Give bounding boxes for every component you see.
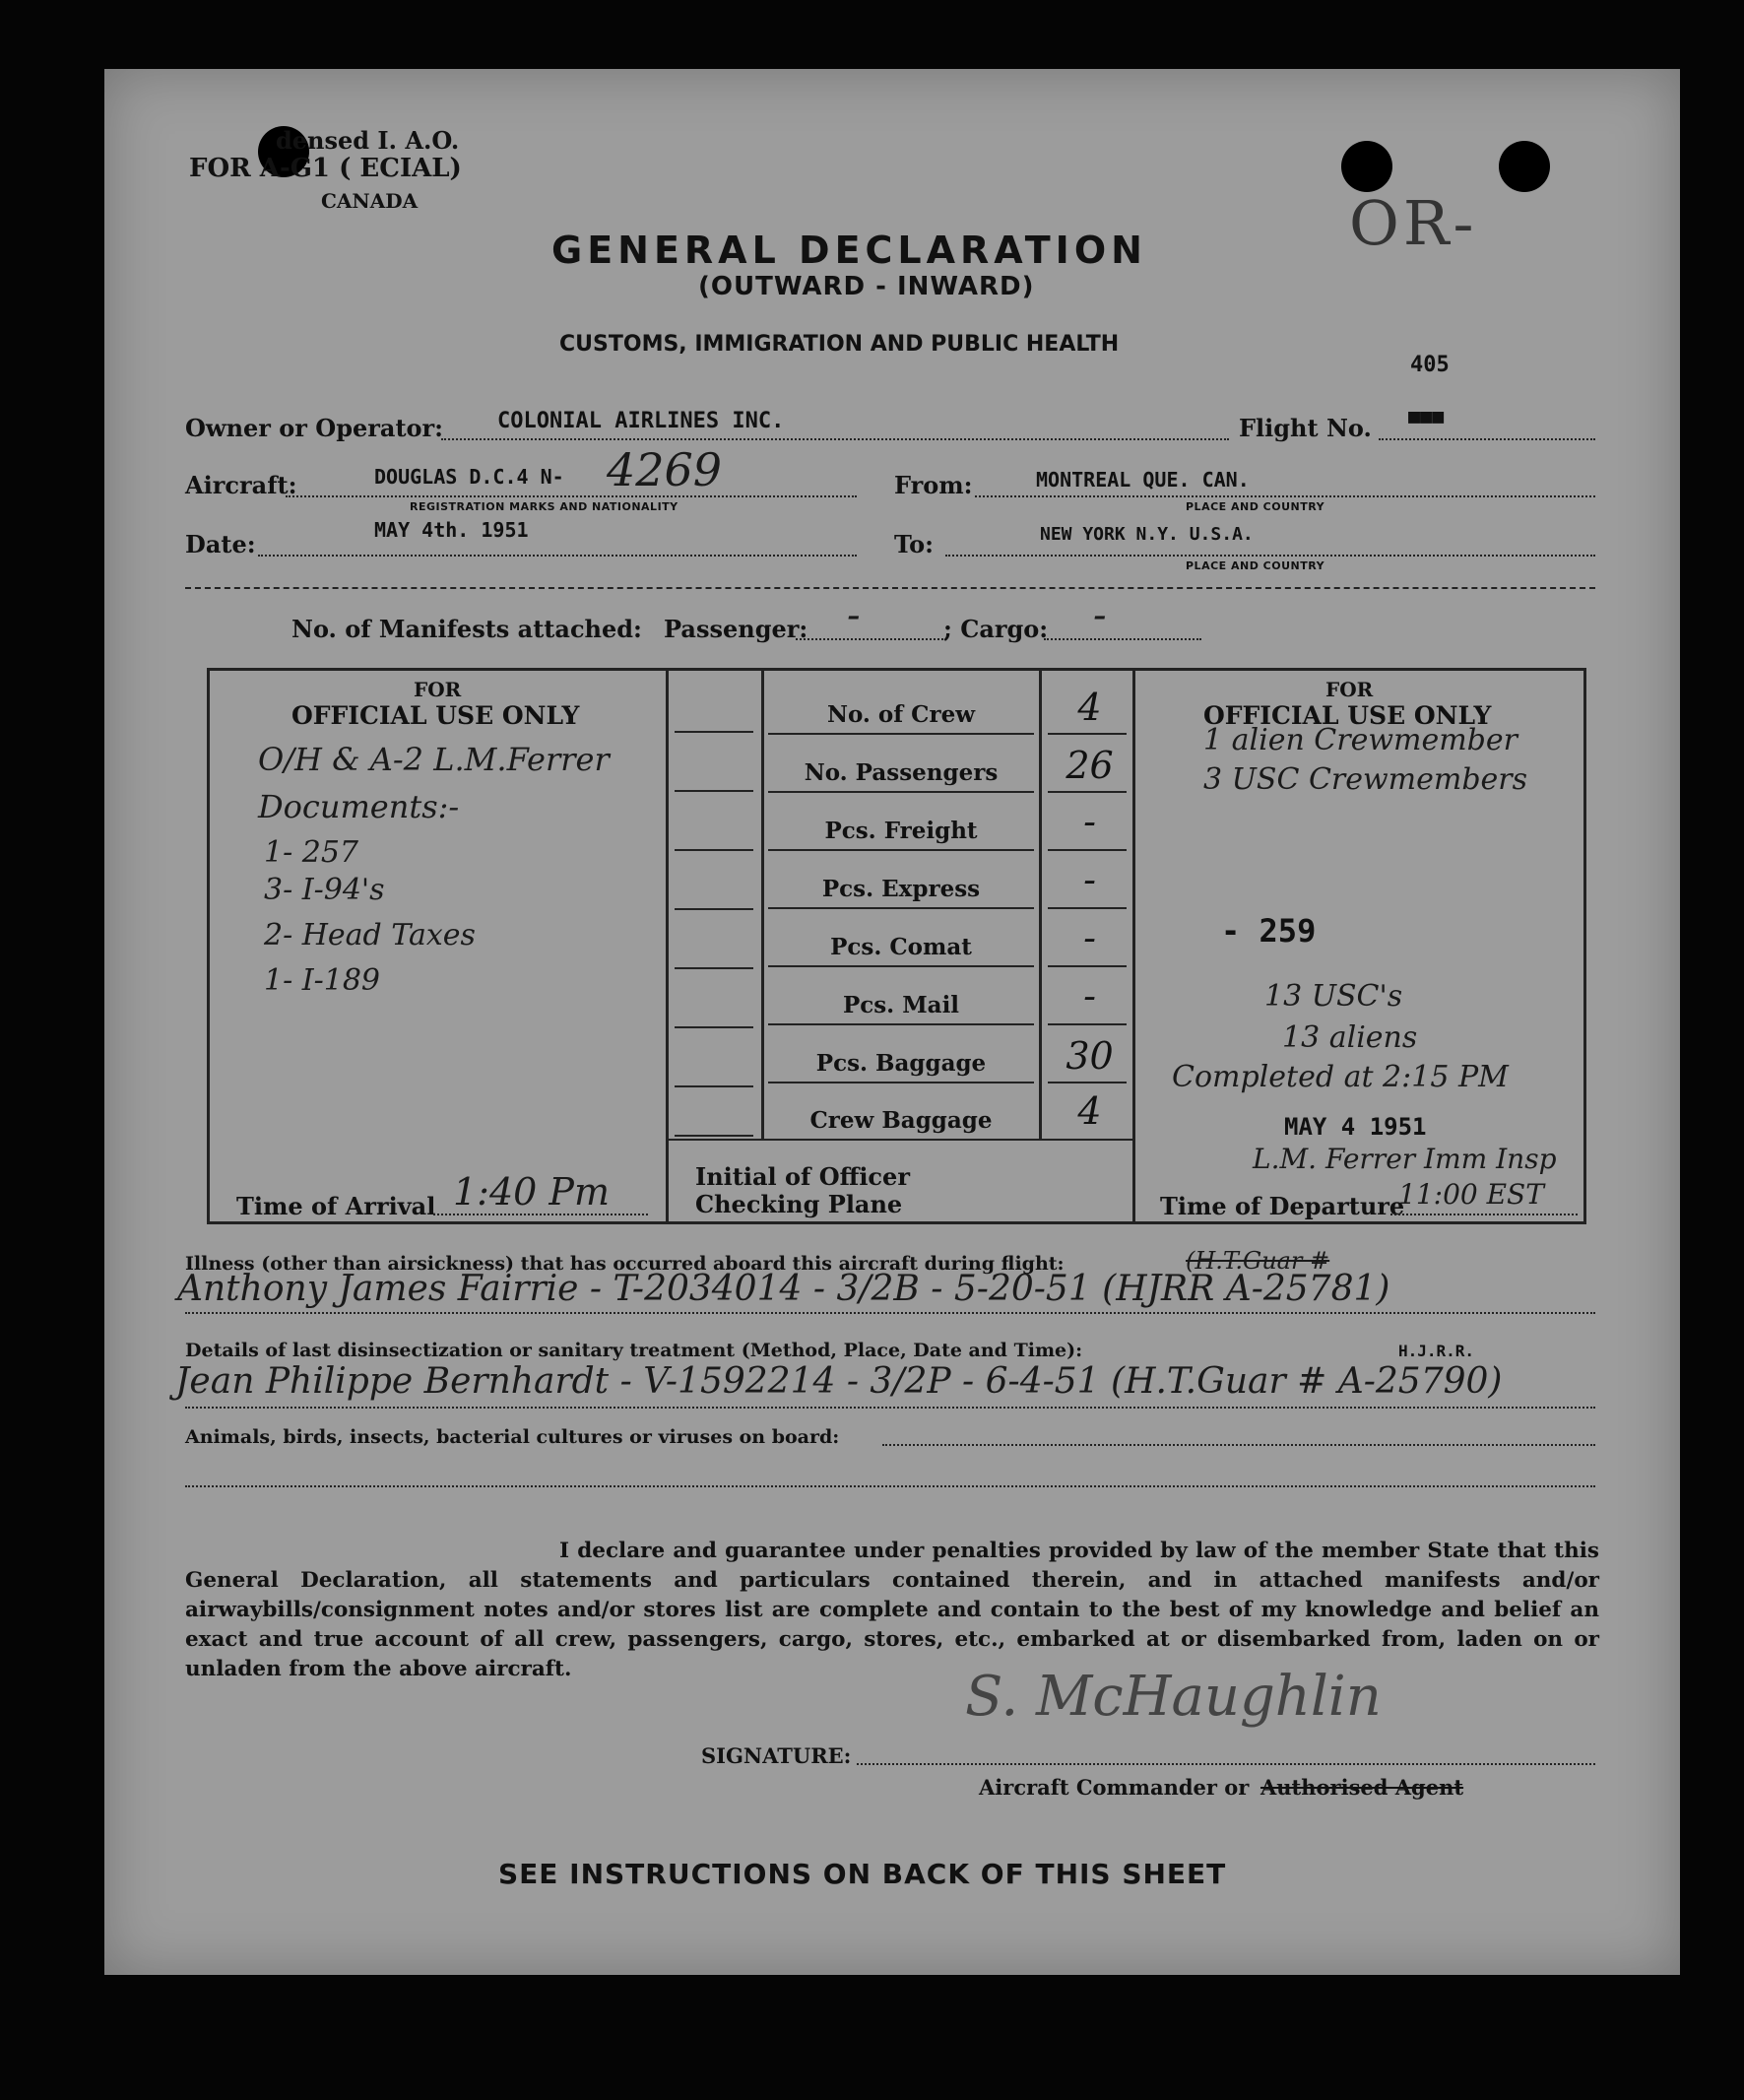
left-heading-official: OFFICIAL USE ONLY (291, 701, 580, 730)
left-note-1: O/H & A-2 L.M.Ferrer (258, 741, 610, 778)
disinsect-line (185, 1407, 1595, 1409)
officer-top-line (666, 1139, 1135, 1141)
owner-line (441, 438, 1229, 440)
date-value: MAY 4th. 1951 (374, 518, 529, 542)
form-line-1: densed I. A.O. (276, 126, 460, 155)
row-vline-1 (1048, 733, 1127, 735)
row-value-crew: 4 (1077, 686, 1102, 729)
footer-instructions: SEE INSTRUCTIONS ON BACK OF THIS SHEET (498, 1858, 1227, 1890)
slot-7 (675, 1085, 753, 1087)
right-heading-for: FOR (1325, 678, 1374, 701)
disinsect-note: H.J.R.R. (1398, 1342, 1475, 1360)
commander-label: Aircraft Commander or (979, 1775, 1250, 1800)
right-note-alien-crew: 1 alien Crewmember (1203, 723, 1518, 757)
row-label-crew-baggage: Crew Baggage (809, 1107, 993, 1134)
slot-5 (675, 967, 753, 969)
flight-value: ■■■ (1408, 404, 1445, 427)
slot-1 (675, 731, 753, 733)
arrival-label: Time of Arrival (236, 1192, 436, 1220)
disinsect-entry: Jean Philippe Bernhardt - V-1592214 - 3/2P - 6-4-51 (H.T.Guar # A-25790) (175, 1361, 1503, 1402)
row-vline-6 (1048, 1023, 1127, 1025)
illness-struck: (H.T.Guar # (1186, 1247, 1330, 1275)
row-label-crew: No. of Crew (826, 701, 976, 728)
illness-label: Illness (other than airsickness) that has occurred aboard this aircraft during flight: (185, 1253, 1065, 1275)
box-right (1583, 668, 1586, 1224)
row-label-mail: Pcs. Mail (842, 992, 960, 1018)
declaration-text: I declare and guarantee under penalties provided by law of the member State that this General Declaration, all statements and particulars contained therein, and in attached manifests and/or airwaybills/consignment notes and/or stores list are complete and contain to the best of my knowledge and belief an exact and true account of all crew, passengers, cargo, stores, etc., embarked at or disembarked from, laden on or unladen from the above aircraft. (185, 1539, 1599, 1681)
left-note-4: 3- I-94's (264, 873, 385, 907)
arrival-line (433, 1214, 648, 1215)
row-line-6 (768, 1023, 1034, 1025)
row-vline-7 (1048, 1082, 1127, 1083)
left-note-6: 1- I-189 (264, 963, 381, 998)
date-label: Date: (185, 530, 256, 558)
row-line-2 (768, 791, 1034, 793)
to-label: To: (894, 530, 934, 558)
right-officer-signature: L.M. Ferrer Imm Insp (1253, 1143, 1557, 1175)
row-line-5 (768, 965, 1034, 967)
owner-label: Owner or Operator: (185, 414, 444, 442)
row-label-express: Pcs. Express (821, 876, 981, 902)
passenger-value: - (847, 593, 861, 638)
right-note-usc-crew: 3 USC Crewmembers (1203, 762, 1528, 797)
right-note-completed: Completed at 2:15 PM (1172, 1060, 1509, 1094)
from-value: MONTREAL QUE. CAN. (1036, 468, 1250, 492)
officer-label-2: Checking Plane (695, 1190, 903, 1218)
slot-2 (675, 790, 753, 792)
right-note-alien-count: 13 aliens (1282, 1020, 1418, 1055)
page-title: GENERAL DECLARATION (551, 229, 1147, 272)
left-note-2: Documents:- (258, 788, 460, 825)
disinsect-label: Details of last disinsectization or sanitary treatment (Method, Place, Date and Time): (185, 1340, 1083, 1361)
left-note-5: 2- Head Taxes (264, 918, 476, 952)
cargo-line (1044, 638, 1201, 640)
aircraft-hand: 4269 (607, 443, 723, 496)
row-value-baggage: 30 (1066, 1034, 1114, 1078)
aircraft-typed: DOUGLAS D.C.4 N- (374, 465, 564, 489)
from-line (975, 495, 1595, 497)
to-value: NEW YORK N.Y. U.S.A. (1040, 524, 1254, 545)
row-label-freight: Pcs. Freight (824, 818, 978, 844)
animals-line-1 (882, 1444, 1595, 1446)
place-caption-from: PLACE AND COUNTRY (1186, 500, 1325, 513)
row-vline-3 (1048, 849, 1127, 851)
slot-6 (675, 1026, 753, 1028)
box-divider-3 (1039, 668, 1042, 1139)
left-heading-for: FOR (414, 678, 462, 701)
form-line-2: FOR A-G1 ( ECIAL) (189, 154, 462, 183)
row-line-1 (768, 733, 1034, 735)
box-left (207, 668, 210, 1224)
row-value-mail: - (1083, 974, 1096, 1017)
punch-hole-right-2 (1499, 141, 1550, 192)
date-line (258, 555, 857, 557)
right-note-259: - 259 (1221, 912, 1317, 950)
row-value-express: - (1083, 858, 1096, 901)
box-top (207, 668, 1585, 671)
box-divider-2 (761, 668, 764, 1139)
row-label-baggage: Pcs. Baggage (815, 1050, 987, 1077)
departure-label: Time of Departure (1160, 1192, 1405, 1220)
to-line (945, 555, 1595, 557)
or-stamp: OR- (1349, 187, 1478, 259)
owner-value: COLONIAL AIRLINES INC. (497, 409, 785, 433)
right-stamp-date: MAY 4 1951 (1284, 1113, 1427, 1141)
row-value-crew-baggage: 4 (1077, 1089, 1102, 1133)
row-vline-4 (1048, 907, 1127, 909)
departure-line (1390, 1214, 1578, 1215)
row-label-passengers: No. Passengers (804, 759, 999, 786)
slot-3 (675, 849, 753, 851)
signature-label: SIGNATURE: (701, 1743, 852, 1768)
illness-entry: Anthony James Fairrie - T-2034014 - 3/2B - 5-20-51 (HJRR A-25781) (177, 1269, 1390, 1309)
slot-4 (675, 908, 753, 910)
manifests-label: No. of Manifests attached: (291, 615, 642, 643)
row-vline-2 (1048, 791, 1127, 793)
cargo-value: - (1093, 593, 1107, 638)
box-divider-4 (1132, 668, 1135, 1224)
animals-line-2 (185, 1485, 1595, 1487)
row-line-7 (768, 1082, 1034, 1083)
row-label-comat: Pcs. Comat (830, 934, 972, 960)
aircraft-label: Aircraft: (185, 471, 297, 499)
agent-struck: Authorised Agent (1260, 1775, 1464, 1800)
section-heading: CUSTOMS, IMMIGRATION AND PUBLIC HEALTH (559, 332, 1120, 357)
flight-line (1379, 438, 1595, 440)
row-value-freight: - (1083, 800, 1096, 843)
row-value-passengers: 26 (1066, 744, 1114, 787)
row-vline-5 (1048, 965, 1127, 967)
right-heading-official: OFFICIAL USE ONLY (1203, 701, 1492, 730)
illness-line (185, 1312, 1595, 1314)
row-line-3 (768, 849, 1034, 851)
flight-label: Flight No. (1239, 414, 1372, 442)
punch-hole-right-1 (1341, 141, 1392, 192)
row-line-4 (768, 907, 1034, 909)
box-bottom (207, 1221, 1585, 1224)
box-divider-1 (666, 668, 669, 1224)
registration-caption: REGISTRATION MARKS AND NATIONALITY (410, 500, 678, 513)
cargo-label: ; Cargo: (943, 615, 1049, 643)
slot-8 (675, 1135, 753, 1137)
animals-label: Animals, birds, insects, bacterial cultures or viruses on board: (185, 1426, 840, 1448)
officer-label-1: Initial of Officer (695, 1162, 910, 1191)
passenger-label: Passenger: (664, 615, 808, 643)
departure-value: 11:00 EST (1398, 1178, 1544, 1211)
form-country: CANADA (321, 189, 419, 213)
page-subtitle: (OUTWARD - INWARD) (698, 272, 1035, 301)
form-number: 405 (1410, 353, 1450, 377)
from-label: From: (894, 471, 973, 499)
place-caption-to: PLACE AND COUNTRY (1186, 559, 1325, 572)
row-value-comat: - (1083, 916, 1096, 959)
left-note-3: 1- 257 (264, 835, 359, 870)
arrival-value: 1:40 Pm (453, 1170, 611, 1214)
aircraft-line (286, 495, 857, 497)
passenger-line (796, 638, 943, 640)
separator-line (185, 587, 1595, 589)
commander-signature: S. McHaughlin (965, 1665, 1382, 1729)
signature-line (857, 1763, 1595, 1765)
right-note-usc-count: 13 USC's (1264, 979, 1403, 1014)
